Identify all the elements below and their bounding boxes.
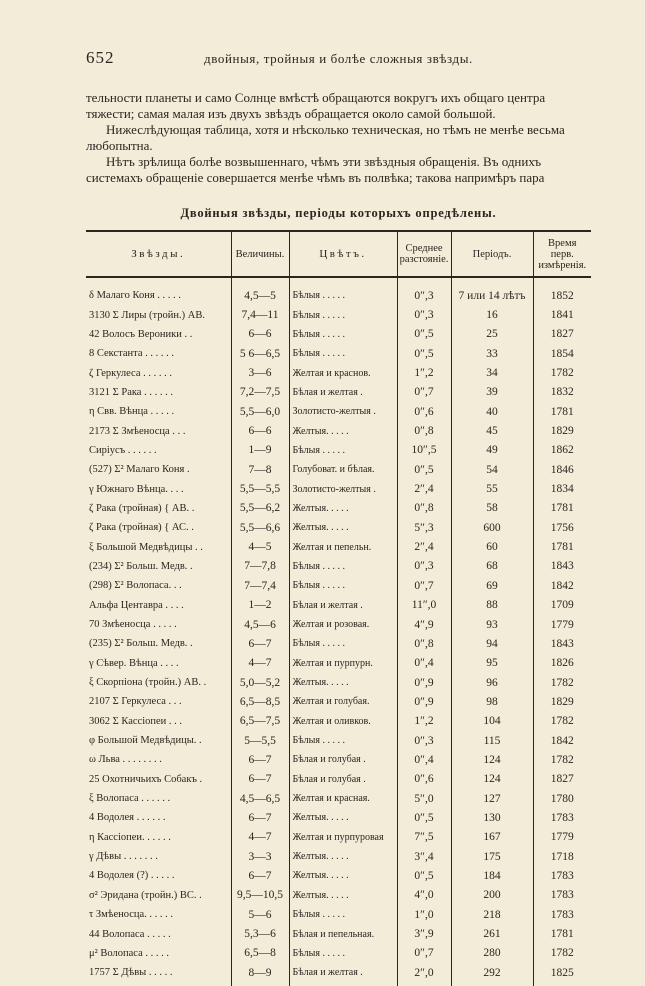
table-row	[86, 634, 591, 653]
column-header-magnitudes: Величины.	[231, 231, 289, 277]
orbital-period: 33	[451, 344, 533, 363]
magnitudes: 7—7,8	[231, 557, 289, 576]
column-header-distance: Среднее разстояніе.	[397, 231, 451, 277]
paragraph-table-intro: Нижеслѣдующая таблица, хотя и нѣсколько техническая, но тѣмъ не менѣе весьма любопытна.	[86, 122, 565, 153]
magnitudes: 4,5—6,5	[231, 789, 289, 808]
table-row	[86, 383, 591, 402]
first-measure-year: 1843	[533, 634, 591, 653]
mean-distance: 2″,4	[397, 537, 451, 556]
star-name: 2107 Σ Геркулеса . . .	[89, 696, 182, 708]
mean-distance: 0″,4	[397, 654, 451, 673]
column-header-stars: Звѣзды.	[86, 231, 231, 277]
first-measure-year: 1783	[533, 808, 591, 827]
orbital-period: 60	[451, 537, 533, 556]
star-name: 8 Секстанта . . . . . .	[89, 348, 175, 360]
star-color: Желтая и пурпурн.	[289, 654, 397, 673]
first-measure-year: 1829	[533, 421, 591, 440]
star-color: Золотисто-желтыя .	[289, 479, 397, 498]
magnitudes: 4—5	[231, 537, 289, 556]
orbital-period: 39	[451, 383, 533, 402]
star-color: Бѣлыя . . . . .	[289, 557, 397, 576]
magnitudes: 5 6—6,5	[231, 344, 289, 363]
star-name: ζ Геркулеса . . . . . .	[89, 367, 173, 379]
first-measure-year: 1782	[533, 673, 591, 692]
column-header-color: Цвѣтъ.	[289, 231, 397, 277]
first-measure-year: 1781	[533, 537, 591, 556]
mean-distance: 0″,8	[397, 421, 451, 440]
paragraph-orbits: Нѣтъ зрѣлища болѣе возвышеннаго, чѣмъ эти звѣздныя обращенія. Въ однихъ системахъ обращеніе совершается менѣе чѣмъ въ полвѣка; такова напримѣръ пара	[86, 154, 545, 185]
mean-distance: 11″,0	[397, 596, 451, 615]
star-color: Желтая и розовая.	[289, 615, 397, 634]
orbital-period: 7 или 14 лѣтъ	[451, 277, 533, 305]
table-row	[86, 344, 591, 363]
star-name: 3121 Σ Рака . . . . . .	[89, 386, 173, 398]
table-row	[86, 770, 591, 789]
first-measure-year: 1718	[533, 847, 591, 866]
orbital-period: 175	[451, 847, 533, 866]
star-color: Бѣлыя . . . . .	[289, 441, 397, 460]
star-name: ζ Рака (тройная) { АС. .	[89, 522, 194, 534]
star-name: 4 Водолея (?) . . . . .	[89, 870, 175, 882]
star-color: Желтая и красная.	[289, 789, 397, 808]
first-measure-year: 1846	[533, 460, 591, 479]
mean-distance: 5″,3	[397, 518, 451, 537]
table-row	[86, 277, 591, 305]
first-measure-year: 1781	[533, 499, 591, 518]
star-name: ω Льва . . . . . . . .	[89, 754, 162, 766]
mean-distance: 3″,4	[397, 847, 451, 866]
star-color: Бѣлыя . . . . .	[289, 634, 397, 653]
star-name: 1757 Σ Дѣвы . . . . .	[89, 967, 173, 979]
star-color: Бѣлая и желтая .	[289, 596, 397, 615]
star-name: (298) Σ² Волопаса. . .	[89, 580, 182, 592]
star-name: σ² Эридана (тройн.) ВС. .	[89, 889, 202, 901]
orbital-period: 94	[451, 634, 533, 653]
first-measure-year: 1781	[533, 924, 591, 943]
table-row	[86, 828, 591, 847]
star-name: 4 Водолея . . . . . .	[89, 812, 166, 824]
star-color: Бѣлыя . . . . .	[289, 305, 397, 324]
orbital-period: 127	[451, 789, 533, 808]
mean-distance: 0″,3	[397, 277, 451, 305]
star-name: 2173 Σ Змѣеносца . . .	[89, 425, 186, 437]
magnitudes: 8—9	[231, 963, 289, 986]
column-header-period: Періодъ.	[451, 231, 533, 277]
star-color: Бѣлыя . . . . .	[289, 344, 397, 363]
star-color: Желтыя. . . . .	[289, 886, 397, 905]
magnitudes: 6—6	[231, 421, 289, 440]
table-row	[86, 944, 591, 963]
first-measure-year: 1842	[533, 731, 591, 750]
mean-distance: 0″,7	[397, 944, 451, 963]
table-row	[86, 731, 591, 750]
star-color: Бѣлыя . . . . .	[289, 576, 397, 595]
star-color: Бѣлая и желтая .	[289, 383, 397, 402]
magnitudes: 5—5,5	[231, 731, 289, 750]
star-color: Бѣлыя . . . . .	[289, 731, 397, 750]
magnitudes: 5—6	[231, 905, 289, 924]
table-row	[86, 557, 591, 576]
table-row	[86, 576, 591, 595]
star-color: Бѣлая и голубая .	[289, 750, 397, 769]
orbital-period: 68	[451, 557, 533, 576]
magnitudes: 6—7	[231, 866, 289, 885]
mean-distance: 7″,5	[397, 828, 451, 847]
double-stars-table	[86, 230, 591, 986]
star-name: Сиріусъ . . . . . .	[89, 444, 157, 456]
magnitudes: 4,5—6	[231, 615, 289, 634]
first-measure-year: 1782	[533, 750, 591, 769]
orbital-period: 167	[451, 828, 533, 847]
orbital-period: 93	[451, 615, 533, 634]
orbital-period: 124	[451, 750, 533, 769]
first-measure-year: 1842	[533, 576, 591, 595]
star-name: ζ Рака (тройная) { АВ. .	[89, 502, 195, 514]
star-color: Желтая и краснов.	[289, 363, 397, 382]
magnitudes: 6,5—7,5	[231, 712, 289, 731]
first-measure-year: 1854	[533, 344, 591, 363]
first-measure-year: 1834	[533, 479, 591, 498]
table-row	[86, 325, 591, 344]
table-row	[86, 808, 591, 827]
mean-distance: 0″,5	[397, 344, 451, 363]
table-row	[86, 654, 591, 673]
star-color: Бѣлыя . . . . .	[289, 277, 397, 305]
table-row	[86, 847, 591, 866]
first-measure-year: 1756	[533, 518, 591, 537]
table-row	[86, 905, 591, 924]
table-row	[86, 615, 591, 634]
magnitudes: 4,5—5	[231, 277, 289, 305]
table-row	[86, 460, 591, 479]
star-name: Альфа Центавра . . . .	[89, 599, 184, 611]
star-name: (527) Σ² Малаго Коня .	[89, 464, 190, 476]
star-name: η Свв. Вѣнца . . . . .	[89, 406, 175, 418]
star-color: Желтыя. . . . .	[289, 518, 397, 537]
orbital-period: 184	[451, 866, 533, 885]
star-color: Желтыя. . . . .	[289, 421, 397, 440]
table-row	[86, 518, 591, 537]
first-measure-year: 1783	[533, 905, 591, 924]
magnitudes: 7,2—7,5	[231, 383, 289, 402]
star-name: γ Южнаго Вѣнца. . . .	[89, 483, 184, 495]
first-measure-year: 1781	[533, 402, 591, 421]
first-measure-year: 1827	[533, 325, 591, 344]
mean-distance: 1″,2	[397, 363, 451, 382]
first-measure-year: 1779	[533, 615, 591, 634]
magnitudes: 1—9	[231, 441, 289, 460]
star-name: 44 Волопаса . . . . .	[89, 928, 171, 940]
running-title: двойныя, тройныя и болѣе сложныя звѣзды.	[204, 51, 473, 66]
mean-distance: 1″,2	[397, 712, 451, 731]
table-row	[86, 441, 591, 460]
first-measure-year: 1779	[533, 828, 591, 847]
mean-distance: 3″,9	[397, 924, 451, 943]
star-name: γ Дѣвы . . . . . . .	[89, 851, 158, 863]
first-measure-year: 1862	[533, 441, 591, 460]
orbital-period: 69	[451, 576, 533, 595]
star-color: Бѣлыя . . . . .	[289, 905, 397, 924]
first-measure-year: 1783	[533, 866, 591, 885]
mean-distance: 0″,5	[397, 866, 451, 885]
table-row	[86, 402, 591, 421]
table-row	[86, 712, 591, 731]
magnitudes: 9,5—10,5	[231, 886, 289, 905]
table-row	[86, 866, 591, 885]
table-title: Двойныя звѣзды, періоды которыхъ опредѣлены.	[180, 206, 497, 220]
mean-distance: 0″,3	[397, 557, 451, 576]
magnitudes: 7,4—11	[231, 305, 289, 324]
mean-distance: 0″,3	[397, 305, 451, 324]
first-measure-year: 1782	[533, 712, 591, 731]
star-color: Желтая и пепельн.	[289, 537, 397, 556]
orbital-period: 98	[451, 692, 533, 711]
star-name: 3130 Σ Лиры (тройн.) АВ.	[89, 309, 205, 321]
star-name: η Кассіопеи. . . . . .	[89, 831, 171, 843]
orbital-period: 200	[451, 886, 533, 905]
magnitudes: 5,3—6	[231, 924, 289, 943]
mean-distance: 10″,5	[397, 441, 451, 460]
table-row	[86, 363, 591, 382]
orbital-period: 58	[451, 499, 533, 518]
first-measure-year: 1709	[533, 596, 591, 615]
orbital-period: 600	[451, 518, 533, 537]
mean-distance: 5″,0	[397, 789, 451, 808]
star-color: Золотисто-желтыя .	[289, 402, 397, 421]
star-color: Желтая и оливков.	[289, 712, 397, 731]
first-measure-year: 1782	[533, 363, 591, 382]
table-row	[86, 421, 591, 440]
mean-distance: 0″,6	[397, 402, 451, 421]
star-color: Бѣлая и пепельная.	[289, 924, 397, 943]
table-row	[86, 963, 591, 986]
mean-distance: 0″,6	[397, 770, 451, 789]
magnitudes: 6—7	[231, 750, 289, 769]
table-row	[86, 479, 591, 498]
orbital-period: 55	[451, 479, 533, 498]
mean-distance: 0″,5	[397, 808, 451, 827]
orbital-period: 124	[451, 770, 533, 789]
star-color: Желтыя. . . . .	[289, 847, 397, 866]
star-color: Желтыя. . . . .	[289, 808, 397, 827]
star-name: γ Сѣвер. Вѣнца . . . .	[89, 657, 179, 669]
magnitudes: 5,5—5,5	[231, 479, 289, 498]
mean-distance: 4″,9	[397, 615, 451, 634]
orbital-period: 40	[451, 402, 533, 421]
table-row	[86, 305, 591, 324]
star-name: μ² Волопаса . . . . .	[89, 947, 169, 959]
mean-distance: 0″,8	[397, 634, 451, 653]
magnitudes: 3—3	[231, 847, 289, 866]
magnitudes: 6—7	[231, 770, 289, 789]
magnitudes: 3—6	[231, 363, 289, 382]
table-row	[86, 537, 591, 556]
orbital-period: 280	[451, 944, 533, 963]
first-measure-year: 1825	[533, 963, 591, 986]
orbital-period: 45	[451, 421, 533, 440]
star-color: Бѣлая и голубая .	[289, 770, 397, 789]
orbital-period: 218	[451, 905, 533, 924]
first-measure-year: 1783	[533, 886, 591, 905]
mean-distance: 0″,4	[397, 750, 451, 769]
star-name: ξ Волопаса . . . . . .	[89, 793, 171, 805]
magnitudes: 5,5—6,0	[231, 402, 289, 421]
table-row	[86, 673, 591, 692]
magnitudes: 1—2	[231, 596, 289, 615]
magnitudes: 6—7	[231, 808, 289, 827]
star-name: ξ Скорпіона (тройн.) АВ. .	[89, 677, 207, 689]
page-number: 652	[86, 48, 115, 67]
magnitudes: 6,5—8,5	[231, 692, 289, 711]
magnitudes: 5,5—6,6	[231, 518, 289, 537]
star-name: (235) Σ² Больш. Медв. .	[89, 638, 193, 650]
magnitudes: 4—7	[231, 828, 289, 847]
magnitudes: 4—7	[231, 654, 289, 673]
star-name: 3062 Σ Кассіопеи . . .	[89, 715, 183, 727]
star-color: Голубоват. и бѣлая.	[289, 460, 397, 479]
mean-distance: 0″,7	[397, 576, 451, 595]
magnitudes: 6—6	[231, 325, 289, 344]
magnitudes: 5,0—5,2	[231, 673, 289, 692]
magnitudes: 7—8	[231, 460, 289, 479]
first-measure-year: 1780	[533, 789, 591, 808]
table-row	[86, 499, 591, 518]
first-measure-year: 1826	[533, 654, 591, 673]
mean-distance: 0″,8	[397, 499, 451, 518]
orbital-period: 88	[451, 596, 533, 615]
star-color: Желтая и голубая.	[289, 692, 397, 711]
mean-distance: 1″,0	[397, 905, 451, 924]
table-row	[86, 886, 591, 905]
star-color: Бѣлыя . . . . .	[289, 325, 397, 344]
star-color: Желтыя. . . . .	[289, 499, 397, 518]
first-measure-year: 1843	[533, 557, 591, 576]
orbital-period: 130	[451, 808, 533, 827]
mean-distance: 0″,5	[397, 460, 451, 479]
star-name: ξ Большой Медвѣдицы . .	[89, 541, 203, 553]
column-header-first-measure: Время перв. измѣренія.	[533, 231, 591, 277]
mean-distance: 0″,9	[397, 673, 451, 692]
mean-distance: 0″,5	[397, 325, 451, 344]
star-color: Желтыя. . . . .	[289, 866, 397, 885]
table-row	[86, 750, 591, 769]
table-row	[86, 789, 591, 808]
orbital-period: 96	[451, 673, 533, 692]
magnitudes: 6—7	[231, 634, 289, 653]
first-measure-year: 1852	[533, 277, 591, 305]
star-name: 25 Охотничьихъ Собакъ .	[89, 773, 203, 785]
magnitudes: 5,5—6,2	[231, 499, 289, 518]
star-color: Желтыя. . . . .	[289, 673, 397, 692]
star-name: τ Змѣеносца. . . . . .	[89, 909, 174, 921]
mean-distance: 0″,3	[397, 731, 451, 750]
orbital-period: 16	[451, 305, 533, 324]
star-name: δ Малаго Коня . . . . .	[89, 290, 181, 302]
table-header-row	[86, 231, 591, 277]
orbital-period: 261	[451, 924, 533, 943]
table-row	[86, 924, 591, 943]
star-color: Желтая и пурпуровая	[289, 828, 397, 847]
paragraph-continuation: тельности планеты и само Солнце вмѣстѣ обращаются вокругъ ихъ общаго центра тяжести; самая малая изъ двухъ звѣздъ обращается около самой большой.	[86, 90, 546, 121]
orbital-period: 25	[451, 325, 533, 344]
magnitudes: 6,5—8	[231, 944, 289, 963]
first-measure-year: 1841	[533, 305, 591, 324]
orbital-period: 104	[451, 712, 533, 731]
first-measure-year: 1832	[533, 383, 591, 402]
first-measure-year: 1829	[533, 692, 591, 711]
orbital-period: 95	[451, 654, 533, 673]
orbital-period: 49	[451, 441, 533, 460]
table-row	[86, 596, 591, 615]
table-body	[86, 277, 591, 986]
star-name: φ Большой Медвѣдицы. .	[89, 735, 202, 747]
table-row	[86, 692, 591, 711]
star-color: Бѣлая и желтая .	[289, 963, 397, 986]
orbital-period: 54	[451, 460, 533, 479]
orbital-period: 115	[451, 731, 533, 750]
orbital-period: 292	[451, 963, 533, 986]
magnitudes: 7—7,4	[231, 576, 289, 595]
star-name: 70 Змѣеносца . . . . .	[89, 619, 177, 631]
star-name: (234) Σ² Больш. Медв. .	[89, 560, 193, 572]
star-name: 42 Волосъ Вероники . .	[89, 328, 193, 340]
mean-distance: 4″,0	[397, 886, 451, 905]
page-header	[86, 48, 591, 68]
mean-distance: 2″,4	[397, 479, 451, 498]
star-color: Бѣлыя . . . . .	[289, 944, 397, 963]
mean-distance: 0″,7	[397, 383, 451, 402]
mean-distance: 2″,0	[397, 963, 451, 986]
first-measure-year: 1827	[533, 770, 591, 789]
first-measure-year: 1782	[533, 944, 591, 963]
mean-distance: 0″,9	[397, 692, 451, 711]
orbital-period: 34	[451, 363, 533, 382]
